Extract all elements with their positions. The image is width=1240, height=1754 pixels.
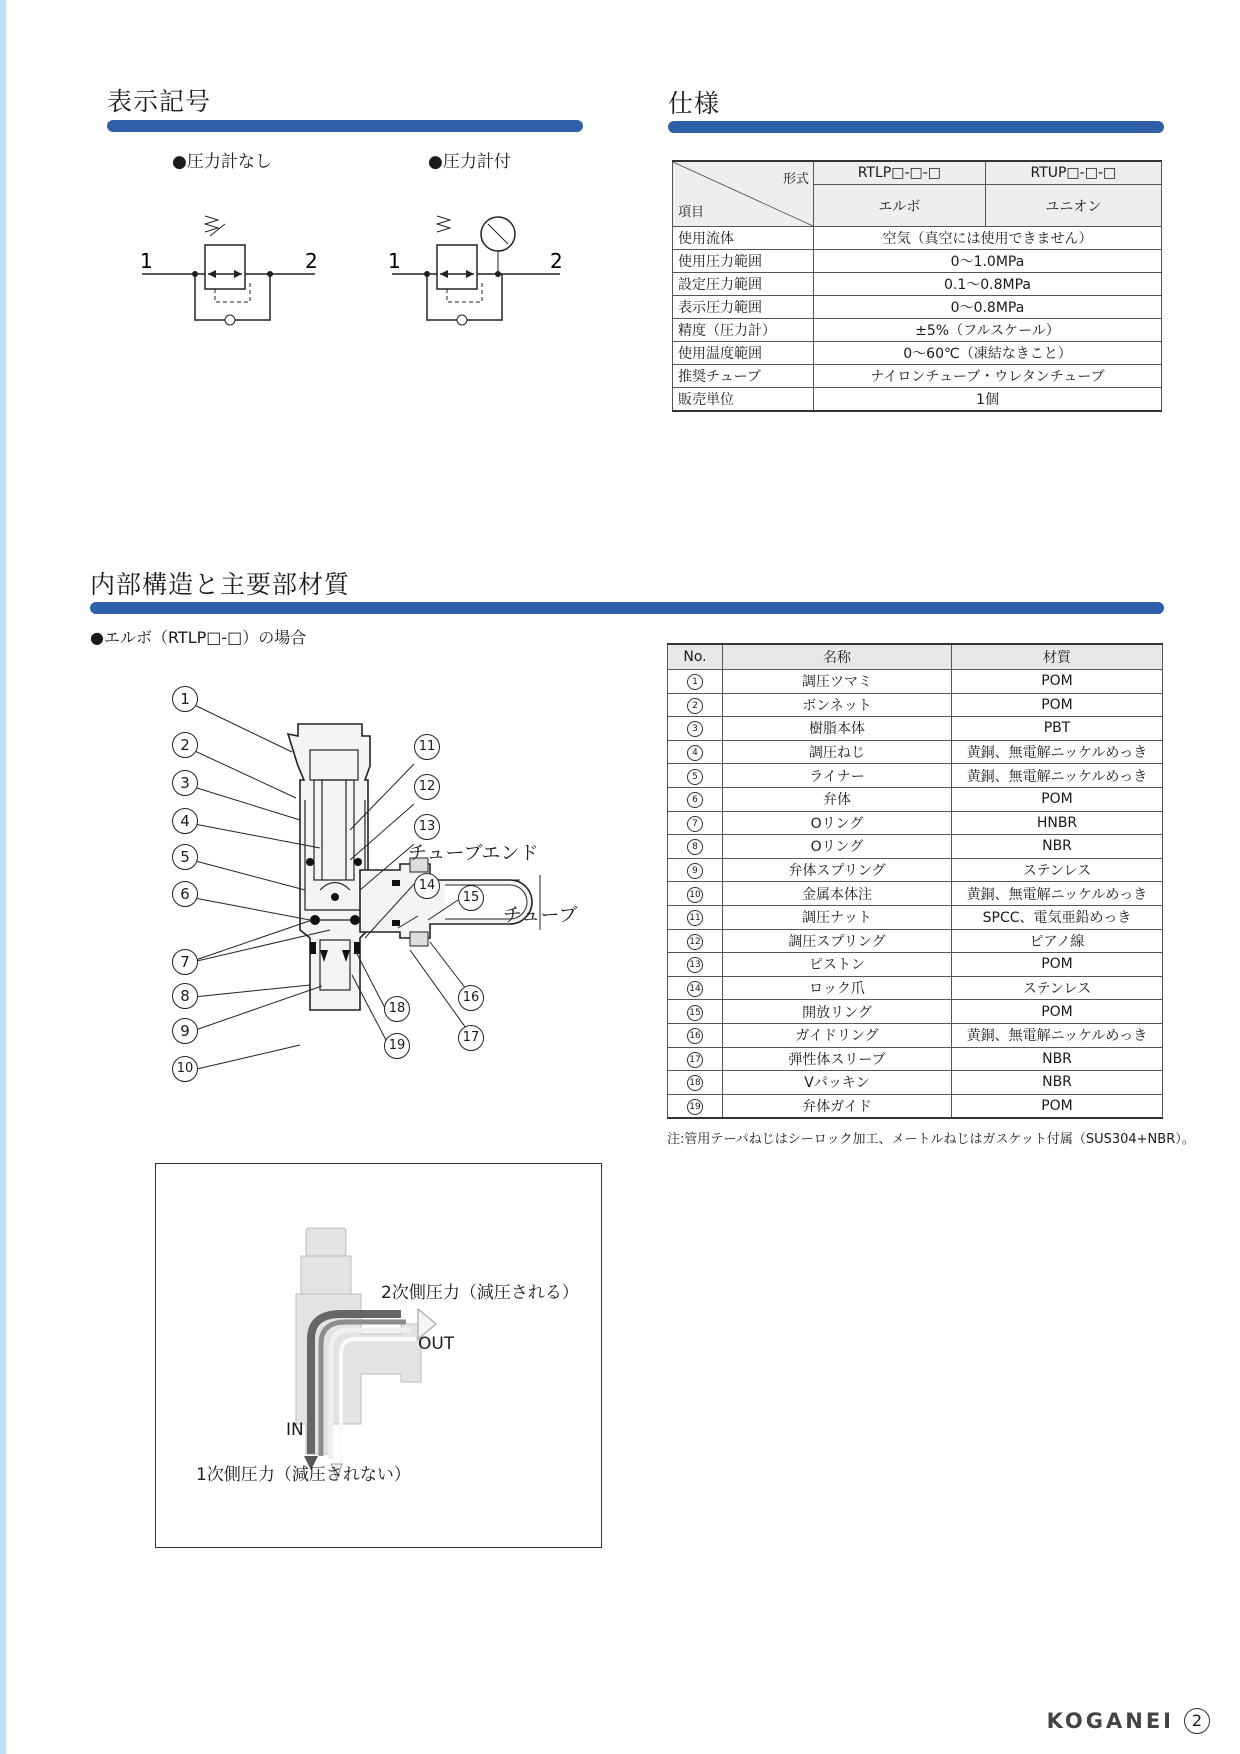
spec-corner-top: 形式 [782, 172, 809, 187]
port-2-label-gauge: 2 [550, 249, 563, 273]
parts-header-material: 材質 [952, 644, 1163, 670]
callout-number: 14 [414, 873, 440, 899]
spec-model-rtup: RTUP□-□-□ [985, 161, 1161, 185]
parts-number-circle: 7 [687, 816, 703, 832]
parts-row-material: POM [952, 670, 1163, 694]
callout-number: 6 [172, 881, 198, 907]
spec-row [673, 342, 1162, 365]
parts-row-material: 黄銅、無電解ニッケルめっき [952, 1023, 1163, 1047]
parts-row-name: 開放リング [723, 1000, 952, 1024]
spec-heading: 仕様 [668, 89, 721, 118]
callout-number: 17 [458, 1025, 484, 1051]
callout-number: 12 [414, 774, 440, 800]
parts-row [668, 717, 1163, 741]
parts-row-no [668, 1047, 723, 1071]
parts-row-name: 弁体 [723, 787, 952, 811]
spec-row-value: 0～0.8MPa [814, 296, 1162, 319]
parts-row-material: 黄銅、無電解ニッケルめっき [952, 764, 1163, 788]
page-footer [1047, 1708, 1210, 1734]
with-gauge-label: ●圧力計付 [428, 152, 511, 172]
spec-model-rtlp: RTLP□-□-□ [814, 161, 986, 185]
parts-table [667, 643, 1163, 1119]
parts-row-material: 黄銅、無電解ニッケルめっき [952, 882, 1163, 906]
port-2-label: 2 [305, 249, 318, 273]
spec-row-label: 精度（圧力計） [673, 319, 814, 342]
callout-number: 15 [458, 885, 484, 911]
parts-row-material: SPCC、電気亜鉛めっき [952, 905, 1163, 929]
parts-row-no [668, 764, 723, 788]
flow-diagram-frame [155, 1163, 602, 1548]
parts-number-circle: 17 [687, 1052, 703, 1068]
parts-row [668, 693, 1163, 717]
parts-header-name: 名称 [723, 644, 952, 670]
spec-corner-bottom: 項目 [678, 205, 705, 220]
parts-row-material: POM [952, 953, 1163, 977]
parts-row [668, 976, 1163, 1000]
parts-row-no [668, 670, 723, 694]
spec-row-value: 1個 [814, 388, 1162, 412]
parts-row [668, 953, 1163, 977]
callout-number: 7 [172, 949, 198, 975]
secondary-pressure-label: 2次側圧力（減圧される） [381, 1283, 579, 1303]
callout-number: 9 [172, 1018, 198, 1044]
spec-heading-bar [668, 121, 1164, 133]
port-1-label-gauge: 1 [388, 249, 401, 273]
symbol-heading-bar [107, 120, 583, 132]
parts-row-no [668, 787, 723, 811]
parts-row-no [668, 717, 723, 741]
symbol-no-gauge [130, 210, 320, 335]
parts-row-no [668, 835, 723, 859]
parts-row-material: NBR [952, 835, 1163, 859]
parts-row [668, 811, 1163, 835]
parts-number-circle: 3 [687, 721, 703, 737]
port-1-label: 1 [140, 249, 153, 273]
spec-row-value: 0～60℃（凍結なきこと） [814, 342, 1162, 365]
callout-number: 5 [172, 844, 198, 870]
parts-row-name: 弁体ガイド [723, 1094, 952, 1118]
parts-number-circle: 4 [687, 745, 703, 761]
parts-number-circle: 14 [687, 981, 703, 997]
spec-row-label: 表示圧力範囲 [673, 296, 814, 319]
parts-row-material: POM [952, 693, 1163, 717]
spec-row-label: 販売単位 [673, 388, 814, 412]
parts-number-circle: 12 [687, 934, 703, 950]
parts-row-no [668, 1023, 723, 1047]
parts-row-name: ガイドリング [723, 1023, 952, 1047]
parts-row [668, 882, 1163, 906]
spec-row [673, 365, 1162, 388]
parts-row-name: 調圧ツマミ [723, 670, 952, 694]
symbol-with-gauge [380, 210, 580, 335]
no-gauge-label: ●圧力計なし [172, 152, 272, 172]
parts-row-name: ボンネット [723, 693, 952, 717]
tube-end-label: チューブエンド [408, 842, 539, 864]
parts-number-circle: 10 [687, 887, 703, 903]
page-number: 2 [1184, 1708, 1210, 1734]
parts-row-no [668, 1094, 723, 1118]
parts-number-circle: 8 [687, 839, 703, 855]
callout-number: 18 [384, 996, 410, 1022]
parts-number-circle: 6 [687, 792, 703, 808]
callout-number: 10 [172, 1056, 198, 1082]
parts-row [668, 740, 1163, 764]
spec-row-value: 0～1.0MPa [814, 250, 1162, 273]
parts-row-name: ピストン [723, 953, 952, 977]
parts-row [668, 858, 1163, 882]
callout-number: 3 [172, 770, 198, 796]
parts-row [668, 1094, 1163, 1118]
parts-row-no [668, 976, 723, 1000]
parts-number-circle: 19 [687, 1099, 703, 1115]
parts-row [668, 670, 1163, 694]
parts-row-name: 弾性体スリーブ [723, 1047, 952, 1071]
parts-number-circle: 16 [687, 1028, 703, 1044]
parts-row-name: ライナー [723, 764, 952, 788]
parts-row-material: ピアノ線 [952, 929, 1163, 953]
brand-logo: KOGANEI [1046, 1709, 1174, 1733]
parts-row-name: 調圧ナット [723, 905, 952, 929]
primary-pressure-label: 1次側圧力（減圧されない） [196, 1465, 411, 1485]
spec-row [673, 319, 1162, 342]
parts-number-circle: 5 [687, 769, 703, 785]
structure-diagram [160, 680, 600, 1100]
parts-row [668, 1047, 1163, 1071]
parts-row [668, 835, 1163, 859]
parts-row-material: HNBR [952, 811, 1163, 835]
tube-label: チューブ [503, 904, 578, 926]
structure-heading: 内部構造と主要部材質 [90, 570, 351, 599]
callout-number: 2 [172, 732, 198, 758]
parts-number-circle: 9 [687, 863, 703, 879]
parts-row-no [668, 1000, 723, 1024]
callout-number: 4 [172, 808, 198, 834]
callout-number: 1 [172, 686, 198, 712]
parts-row-name: Vパッキン [723, 1071, 952, 1095]
flow-diagram [156, 1164, 601, 1547]
parts-row-name: 弁体スプリング [723, 858, 952, 882]
parts-row-material: PBT [952, 717, 1163, 741]
parts-row-name: ロック爪 [723, 976, 952, 1000]
spec-row [673, 250, 1162, 273]
in-label: IN [286, 1420, 304, 1440]
parts-row-name: Oリング [723, 835, 952, 859]
parts-row-name: 金属本体注 [723, 882, 952, 906]
spec-table [672, 160, 1162, 412]
parts-row-material: POM [952, 1094, 1163, 1118]
parts-row-material: ステンレス [952, 976, 1163, 1000]
spec-row-label: 使用圧力範囲 [673, 250, 814, 273]
parts-row-name: 樹脂本体 [723, 717, 952, 741]
parts-row-material: NBR [952, 1071, 1163, 1095]
parts-row [668, 787, 1163, 811]
parts-row [668, 1023, 1163, 1047]
out-label: OUT [418, 1334, 455, 1354]
parts-row-material: 黄銅、無電解ニッケルめっき [952, 740, 1163, 764]
page-edge-stripe [0, 0, 6, 1754]
parts-row-no [668, 953, 723, 977]
spec-row-label: 使用温度範囲 [673, 342, 814, 365]
structure-sub-label: ●エルボ（RTLP□-□）の場合 [90, 628, 307, 647]
parts-number-circle: 1 [687, 674, 703, 690]
parts-row-no [668, 1071, 723, 1095]
callout-number: 11 [414, 734, 440, 760]
spec-row-value: ±5%（フルスケール） [814, 319, 1162, 342]
spec-row-label: 使用流体 [673, 227, 814, 250]
parts-row-name: 調圧ねじ [723, 740, 952, 764]
spec-row [673, 273, 1162, 296]
spec-type-elbow: エルボ [814, 185, 986, 227]
parts-row-no [668, 693, 723, 717]
spec-row-value: 空気（真空には使用できません） [814, 227, 1162, 250]
spec-row-label: 推奨チューブ [673, 365, 814, 388]
parts-row-no [668, 858, 723, 882]
parts-row-name: 調圧スプリング [723, 929, 952, 953]
callout-number: 13 [414, 814, 440, 840]
parts-row-no [668, 740, 723, 764]
spec-type-union: ユニオン [985, 185, 1161, 227]
spec-row [673, 227, 1162, 250]
symbol-heading: 表示記号 [107, 87, 212, 116]
parts-row [668, 905, 1163, 929]
parts-number-circle: 11 [687, 910, 703, 926]
parts-number-circle: 18 [687, 1075, 703, 1091]
spec-row-label: 設定圧力範囲 [673, 273, 814, 296]
parts-number-circle: 15 [687, 1005, 703, 1021]
parts-row-material: POM [952, 1000, 1163, 1024]
parts-row-name: Oリング [723, 811, 952, 835]
callout-number: 16 [458, 985, 484, 1011]
parts-row [668, 929, 1163, 953]
parts-row [668, 1071, 1163, 1095]
spec-row [673, 388, 1162, 412]
parts-row-no [668, 811, 723, 835]
parts-row [668, 764, 1163, 788]
parts-number-circle: 13 [687, 957, 703, 973]
spec-row-value: ナイロンチューブ・ウレタンチューブ [814, 365, 1162, 388]
parts-row-no [668, 929, 723, 953]
spec-corner-cell [673, 161, 814, 227]
parts-row-material: NBR [952, 1047, 1163, 1071]
structure-heading-bar [90, 602, 1164, 614]
parts-row-no [668, 905, 723, 929]
callout-number: 19 [384, 1033, 410, 1059]
parts-header-no: No. [668, 644, 723, 670]
spec-row-value: 0.1～0.8MPa [814, 273, 1162, 296]
parts-row-material: ステンレス [952, 858, 1163, 882]
parts-number-circle: 2 [687, 698, 703, 714]
parts-note: 注:管用テーパねじはシーロック加工、メートルねじはガスケット付属（SUS304+NBR）。 [667, 1132, 1195, 1147]
parts-row-no [668, 882, 723, 906]
parts-row [668, 1000, 1163, 1024]
callout-number: 8 [172, 983, 198, 1009]
parts-row-material: POM [952, 787, 1163, 811]
spec-row [673, 296, 1162, 319]
